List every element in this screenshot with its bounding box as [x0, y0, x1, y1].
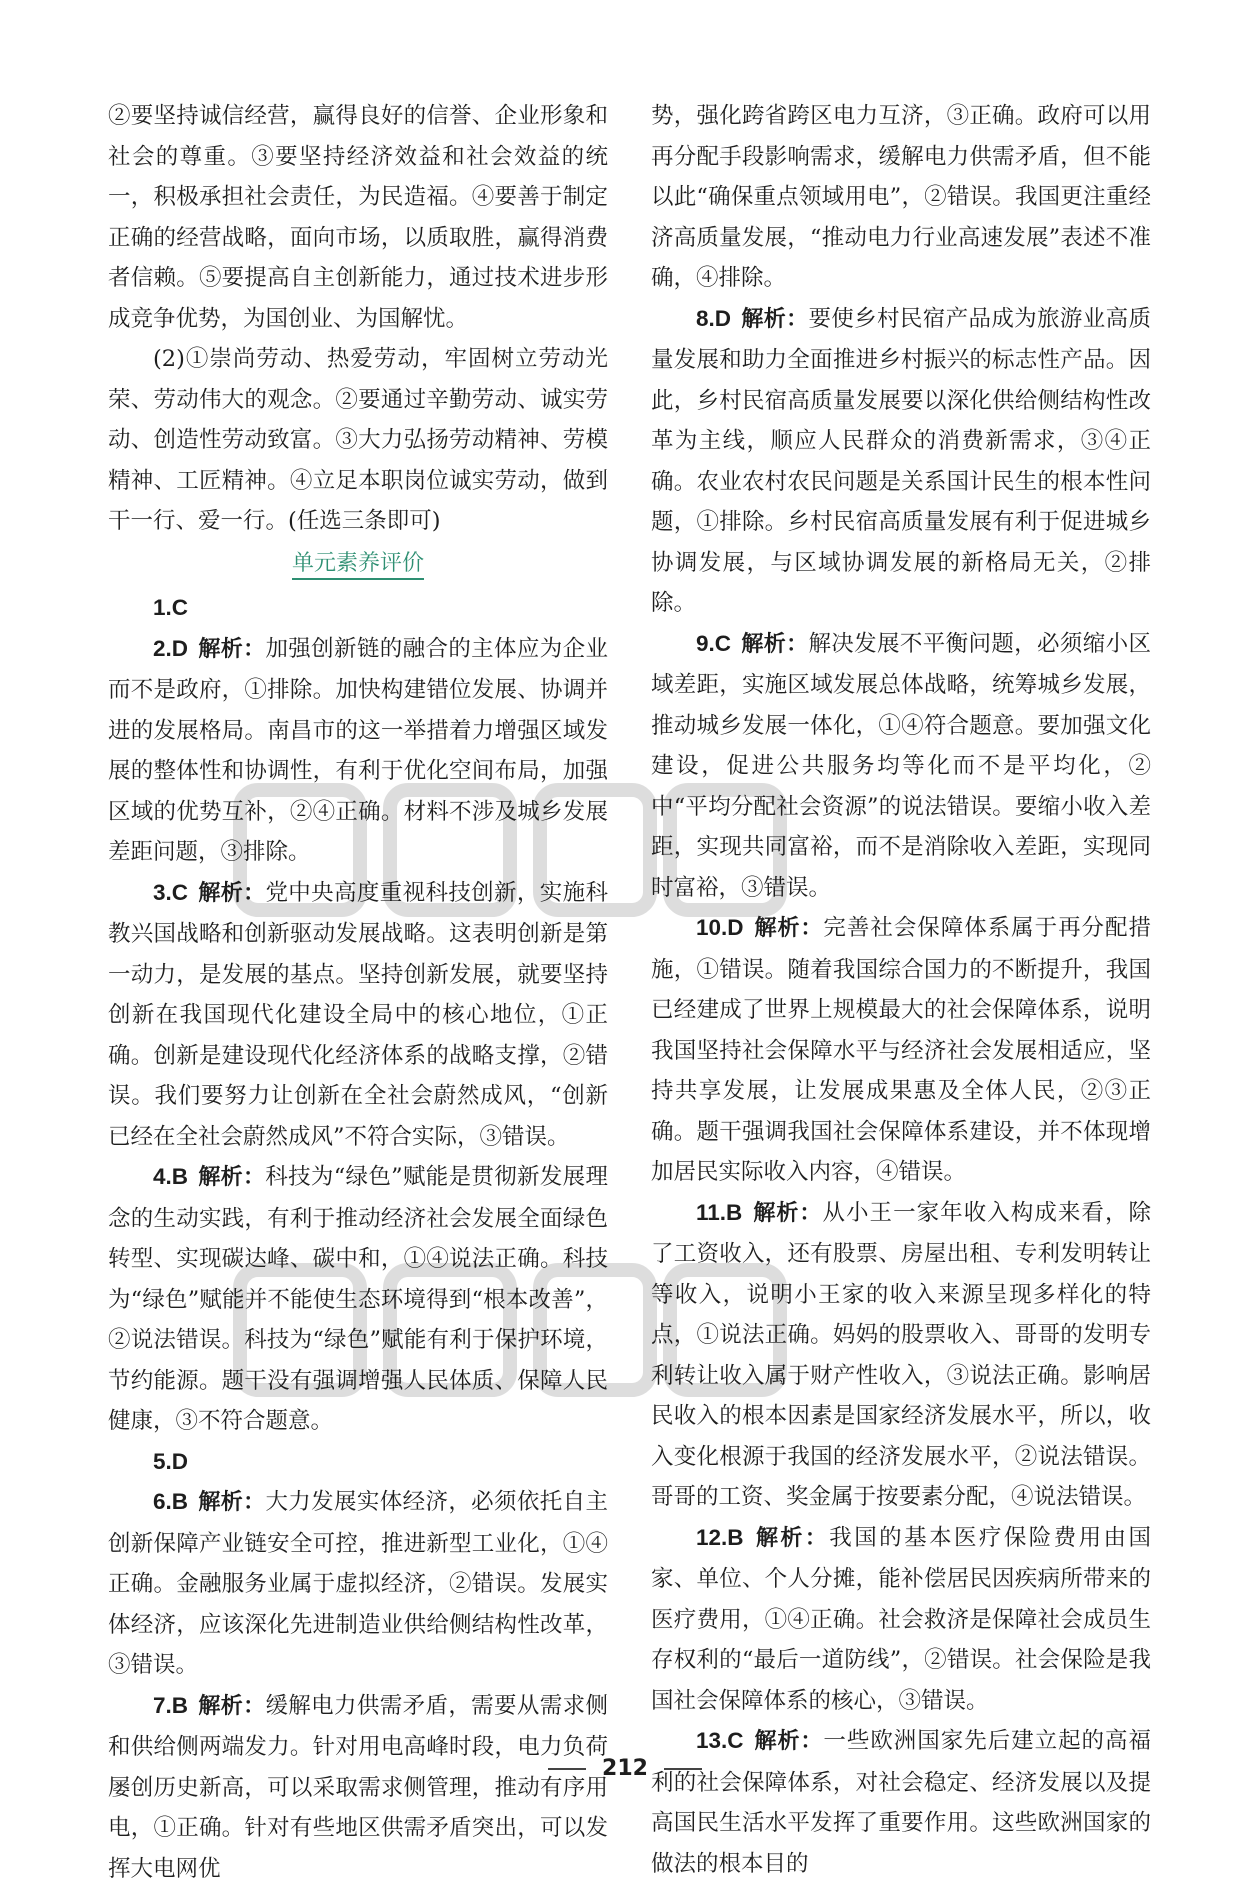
- answer-number: 11.B: [696, 1200, 742, 1225]
- answer-item: [108, 1442, 608, 1483]
- answer-number: 8.D: [696, 306, 731, 331]
- answer-number: 12.B: [696, 1525, 744, 1550]
- answer-number: 7.B: [153, 1693, 188, 1718]
- watermark-mark: [230, 1250, 790, 1410]
- paragraph: 势，强化跨省跨区电力互济，③正确。政府可以用再分配手段影响需求，缓解电力供需矛盾，但不能以此“确保重点领域用电”，②错误。我国更注重经济高质量发展，“推动电力行业高速发展”表述不准确，④排除。: [651, 96, 1151, 299]
- answer-item: [651, 908, 1151, 1193]
- analysis-text: 从小王一家年收入构成来看，除了工资收入，还有股票、房屋出租、专利发明转让等收入，说明小王家的收入来源呈现多样化的特点，①说法正确。妈妈的股票收入、哥哥的发明专利转让收入属于财产性收入，③说法正确。影响居民收入的根本因素是国家经济发展水平，所以，收入变化根源于我国的经济发展水平，②说法错误。哥哥的工资、奖金属于按要素分配，④说法错误。: [651, 1200, 1151, 1511]
- analysis-tag: 解析：: [741, 632, 808, 657]
- answer-number: 3.C: [153, 880, 188, 905]
- answer-number: 13.C: [696, 1728, 744, 1753]
- left-column: [108, 96, 608, 1889]
- paragraph: ②要坚持诚信经营，赢得良好的信誉、企业形象和社会的尊重。③要坚持经济效益和社会效益的统一，积极承担社会责任，为民造福。④要善于制定正确的经营战略，面向市场，以质取胜，赢得消费者信赖。⑤要提高自主创新能力，通过技术进步形成竞争优势，为国创业、为国解忧。: [108, 96, 608, 339]
- analysis-text: 一些欧洲国家先后建立起的高福利的社会保障体系，对社会稳定、经济发展以及提高国民生活水平发挥了重要作用。这些欧洲国家的做法的根本目的: [651, 1728, 1151, 1877]
- analysis-text: 缓解电力供需矛盾，需要从需求侧和供给侧两端发力。针对用电高峰时段，电力负荷屡创历史新高，可以采取需求侧管理，推动有序用电，①正确。针对有些地区供需矛盾突出，可以发挥大电网优: [108, 1693, 608, 1882]
- analysis-tag: 解析：: [198, 1165, 265, 1190]
- analysis-text: 解决发展不平衡问题，必须缩小区域差距，实施区域发展总体战略，统筹城乡发展，推动城乡发展一体化，①④符合题意。要加强文化建设，促进公共服务均等化而不是平均化，②中“平均分配社会资源”的说法错误。要缩小收入差距，实现共同富裕，而不是消除收入差距，实现同时富裕，③错误。: [651, 631, 1151, 901]
- paragraph: (2)①崇尚劳动、热爱劳动，牢固树立劳动光荣、劳动伟大的观念。②要通过辛勤劳动、诚实劳动、创造性劳动致富。③大力弘扬劳动精神、劳模精神、工匠精神。④立足本职岗位诚实劳动，做到干一行、爱一行。(任选三条即可): [108, 339, 608, 542]
- analysis-tag: 解析：: [198, 1694, 265, 1719]
- analysis-tag: 解析：: [752, 1201, 822, 1226]
- answer-item: [651, 1721, 1151, 1884]
- analysis-text: 党中央高度重视科技创新，实施科教兴国战略和创新驱动发展战略。这表明创新是第一动力，是发展的基点。坚持创新发展，就要坚持创新在我国现代化建设全局中的核心地位，①正确。创新是建设现代化经济体系的战略支撑，②错误。我们要努力让创新在全社会蔚然成风，“创新已经在全社会蔚然成风”不符合实际，③错误。: [108, 880, 608, 1150]
- answer-item: [651, 1518, 1151, 1722]
- answer-item: [651, 299, 1151, 624]
- analysis-text: 大力发展实体经济，必须依托自主创新保障产业链安全可控，推进新型工业化，①④正确。金融服务业属于虚拟经济，②错误。发展实体经济，应该深化先进制造业供给侧结构性改革，③错误。: [108, 1489, 608, 1678]
- analysis-tag: 解析：: [754, 916, 824, 941]
- answer-number: 1.C: [153, 595, 188, 620]
- analysis-tag: 解析：: [198, 1490, 265, 1515]
- analysis-text: 我国的基本医疗保险费用由国家、单位、个人分摊，能补偿居民因疾病所带来的医疗费用，①④正确。社会救济是保障社会成员生存权利的“最后一道防线”，②错误。社会保险是我国社会保障体系的核心，③错误。: [651, 1525, 1151, 1714]
- answer-number: 2.D: [153, 636, 188, 661]
- answer-item: [108, 1482, 608, 1686]
- analysis-text: 完善社会保障体系属于再分配措施，①错误。随着我国综合国力的不断提升，我国已经建成了世界上规模最大的社会保障体系，说明我国坚持社会保障水平与经济社会发展相适应，坚持共享发展，让发展成果惠及全体人民，②③正确。题干强调我国社会保障体系建设，并不体现增加居民实际收入内容，④错误。: [651, 915, 1151, 1185]
- footer-dash: [548, 1768, 586, 1770]
- answer-number: 4.B: [153, 1164, 188, 1189]
- right-column: [651, 96, 1151, 1884]
- analysis-tag: 解析：: [754, 1526, 830, 1551]
- watermark-mark: [230, 770, 790, 930]
- answer-number: 9.C: [696, 631, 731, 656]
- analysis-text: 科技为“绿色”赋能是贯彻新发展理念的生动实践，有利于推动经济社会发展全面绿色转型、实现碳达峰、碳中和，①④说法正确。科技为“绿色”赋能并不能使生态环境得到“根本改善”，②说法错误。科技为“绿色”赋能有利于保护环境，节约能源。题干没有强调增强人民体质、保障人民健康，③不符合题意。: [108, 1164, 608, 1434]
- answer-number: 10.D: [696, 915, 744, 940]
- analysis-text: 加强创新链的融合的主体应为企业而不是政府，①排除。加快构建错位发展、协调并进的发展格局。南昌市的这一举措着力增强区域发展的整体性和协调性，有利于优化空间布局，加强区域的优势互补，②④正确。材料不涉及城乡发展差距问题，③排除。: [108, 636, 608, 866]
- page-footer: [0, 1756, 1250, 1781]
- answer-number: 6.B: [153, 1489, 188, 1514]
- answer-item: [108, 588, 608, 629]
- answer-item: [108, 1686, 608, 1889]
- analysis-tag: 解析：: [754, 1729, 824, 1754]
- analysis-text: 要使乡村民宿产品成为旅游业高质量发展和助力全面推进乡村振兴的标志性产品。因此，乡村民宿高质量发展要以深化供给侧结构性改革为主线，顺应人民群众的消费新需求，③④正确。农业农村农民问题是关系国计民生的根本性问题，①排除。乡村民宿高质量发展有利于促进城乡协调发展，与区域协调发展的新格局无关，②排除。: [651, 306, 1151, 617]
- analysis-tag: 解析：: [198, 881, 265, 906]
- footer-dash: [664, 1768, 702, 1770]
- section-title: 单元素养评价: [108, 544, 608, 585]
- analysis-tag: 解析：: [741, 307, 808, 332]
- analysis-tag: 解析：: [198, 637, 265, 662]
- page-number: 212: [602, 1756, 648, 1781]
- answer-number: 5.D: [153, 1449, 188, 1474]
